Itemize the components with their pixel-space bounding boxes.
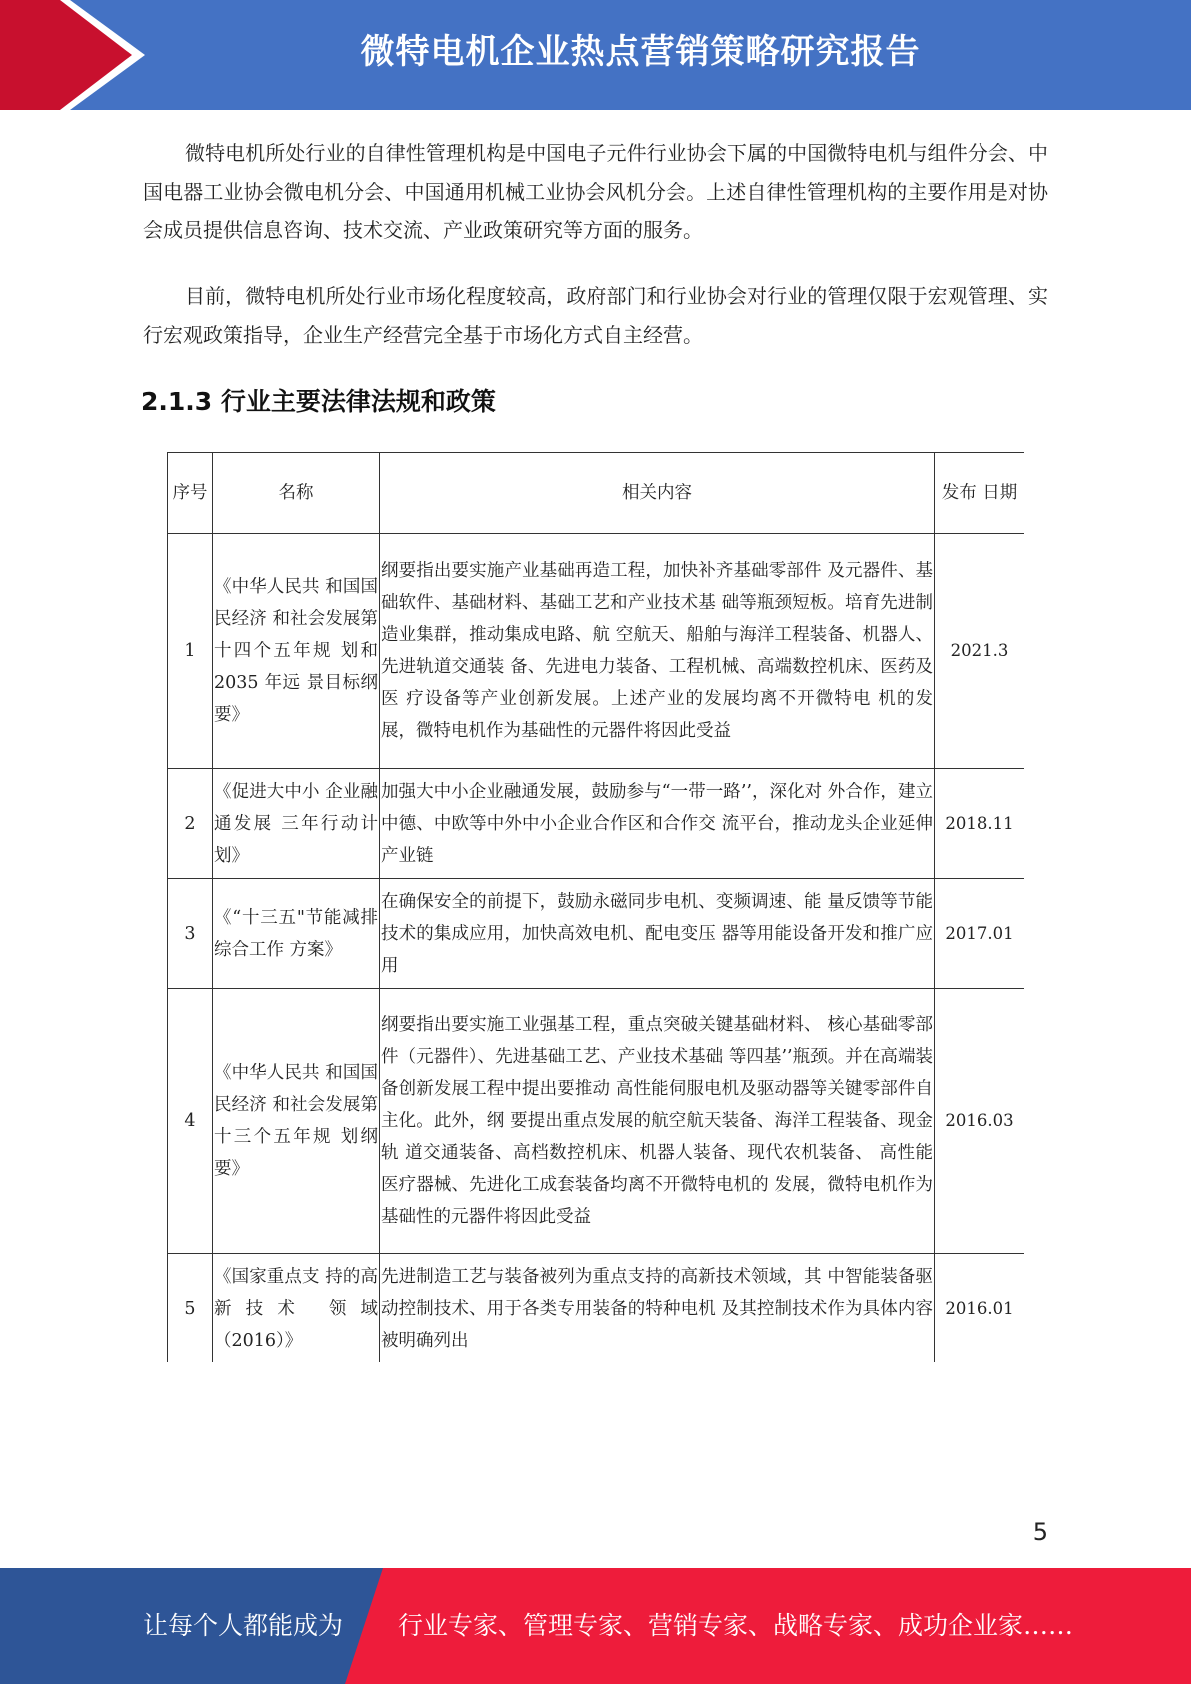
section-title: 2.1.3 行业主要法律法规和政策 — [141, 387, 496, 416]
footer-slogan-right: 行业专家、管理专家、营销专家、战略专家、成功企业家…… — [398, 1611, 1074, 1640]
row-num: 2 — [168, 769, 213, 879]
row-num: 4 — [168, 989, 213, 1254]
row-name: 《中华人民共 和国国民经济 和社会发展第 十三个五年规 划纲要》 — [213, 989, 380, 1254]
table-header-row — [168, 453, 1025, 534]
table-row — [168, 769, 1025, 879]
row-content: 纲要指出要实施产业基础再造工程，加快补齐基础零部件 及元器件、基础软件、基础材料、基础工艺和产业技术基 础等瓶颈短板。培育先进制造业集群，推动集成电路、航 空航天、船舶与海洋工程装备、机器人、先进轨道交通装 备、先进电力装备、工程机械、高端数控机床、医药及医 疗设备等产业创新发展。上述产业的发展均离不开微特电 机的发展，微特电机作为基础性的元器件将因此受益 — [380, 534, 935, 769]
paragraph-market: 目前，微特电机所处行业市场化程度较高，政府部门和行业协会对行业的管理仅限于宏观管理、实行宏观政策指导，企业生产经营完全基于市场化方式自主经营。 — [143, 284, 1048, 347]
table-row — [168, 1254, 1025, 1363]
row-name: 《中华人民共 和国国民经济 和社会发展第 十四个五年规 划和 2035 年远 景目标纲要》 — [213, 534, 380, 769]
row-num: 1 — [168, 534, 213, 769]
page-header — [0, 0, 1191, 110]
table-row — [168, 534, 1025, 769]
header-arrow-icon — [0, 0, 150, 110]
row-date: 2016.03 — [935, 989, 1025, 1254]
regulations-table-container — [167, 452, 1024, 1362]
row-date: 2016.01 — [935, 1254, 1025, 1363]
paragraph-self-regulation: 微特电机所处行业的自律性管理机构是中国电子元件行业协会下属的中国微特电机与组件分会、中国电器工业协会微电机分会、中国通用机械工业协会风机分会。上述自律性管理机构的主要作用是对协会成员提供信息咨询、技术交流、产业政策研究等方面的服务。 — [143, 141, 1048, 242]
row-content: 加强大中小企业融通发展，鼓励参与“一带一路’’，深化对 外合作，建立中德、中欧等中外中小企业合作区和合作交 流平台，推动龙头企业延伸产业链 — [380, 769, 935, 879]
row-name: 《促进大中小 企业融通发展 三年行动计划》 — [213, 769, 380, 879]
row-date: 2021.3 — [935, 534, 1025, 769]
regulations-table — [167, 452, 1024, 1362]
row-content: 在确保安全的前提下，鼓励永磁同步电机、变频调速、能 量反馈等节能技术的集成应用，加快高效电机、配电变压 器等用能设备开发和推广应用 — [380, 879, 935, 989]
footer-slogan-left: 让每个人都能成为 — [143, 1611, 344, 1640]
header-content: 相关内容 — [380, 453, 935, 534]
row-num: 3 — [168, 879, 213, 989]
table-row — [168, 989, 1025, 1254]
header-name: 名称 — [213, 453, 380, 534]
row-content: 先进制造工艺与装备被列为重点支持的高新技术领域，其 中智能装备驱动控制技术、用于各类专用装备的特种电机 及其控制技术作为具体内容被明确列出 — [380, 1254, 935, 1363]
row-date: 2018.11 — [935, 769, 1025, 879]
table-row — [168, 879, 1025, 989]
page-number: 5 — [1032, 1518, 1048, 1546]
header-date: 发布 日期 — [935, 453, 1025, 534]
row-num: 5 — [168, 1254, 213, 1363]
report-title: 微特电机企业热点营销策略研究报告 — [360, 32, 921, 72]
row-date: 2017.01 — [935, 879, 1025, 989]
row-name: 《国家重点支 持的高新技术 领域（2016）》 — [213, 1254, 380, 1363]
page-footer — [0, 1568, 1191, 1684]
row-content: 纲要指出要实施工业强基工程，重点突破关键基础材料、 核心基础零部件（元器件）、先进基础工艺、产业技术基础 等四基’’瓶颈。并在高端装备创新发展工程中提出要推动 高性能伺服电机及驱动器等关键零部件自主化。此外，纲 要提出重点发展的航空航天装备、海洋工程装备、现金轨 道交通装备、高档数控机床、机器人装备、现代农机装备、 高性能医疗器械、先进化工成套装备均离不开微特电机的 发展，微特电机作为基础性的元器件将因此受益 — [380, 989, 935, 1254]
header-num: 序号 — [168, 453, 213, 534]
row-name: 《“十三五"节能减排综合工作 方案》 — [213, 879, 380, 989]
